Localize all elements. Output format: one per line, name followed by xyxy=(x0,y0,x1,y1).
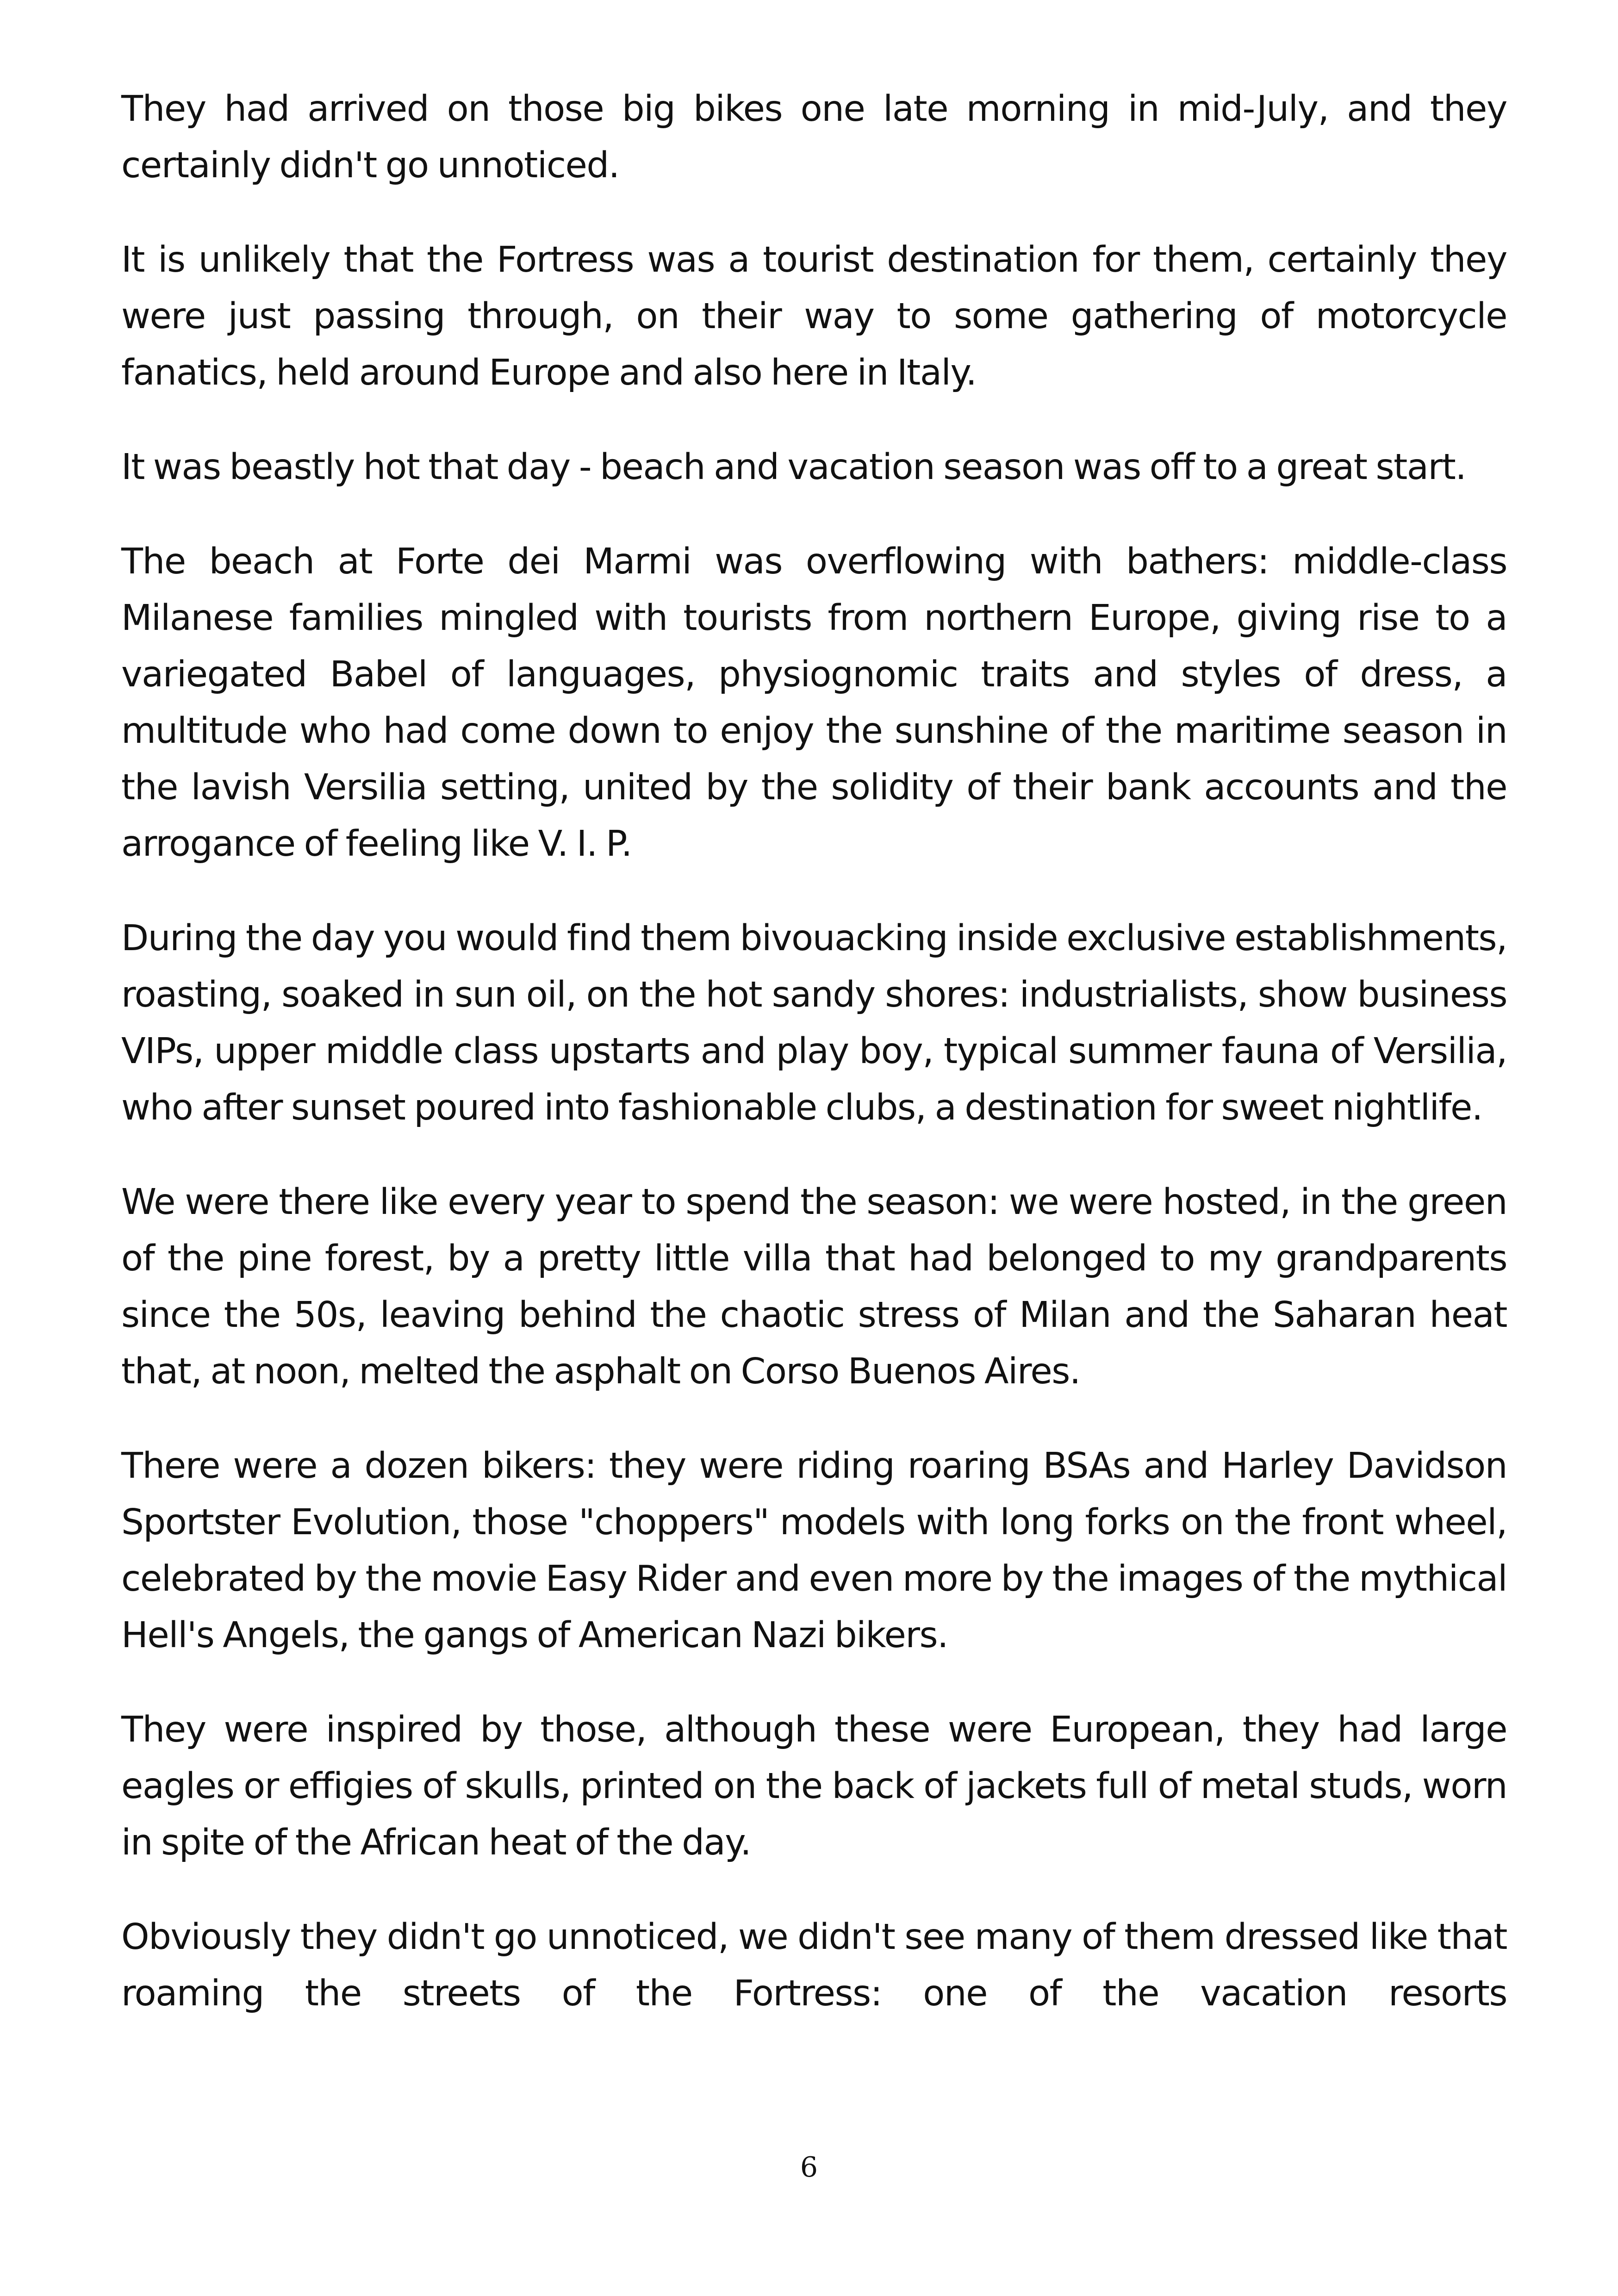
paragraph-3: It was beastly hot that day - beach and vacation season was off to a great start. xyxy=(121,447,1466,488)
paragraph-4: The beach at Forte dei Marmi was overflowing with bathers: middle-class Milanese families mingled with tourists from northern Europe, giving rise to a variegated Babel of languages, physiognomic traits and styles of dress, a multitude who had come down to enjoy the sunshine of the maritime season in the lavish Versilia setting, united by the solidity of their bank accounts and the arrogance of feeling like V. I. P. xyxy=(121,541,1507,865)
paragraph-9: Obviously they didn't go unnoticed, we didn't see many of them dressed like that roaming the streets of the Fortress: one of the vacation resorts xyxy=(121,1916,1507,2014)
page-number: 6 xyxy=(800,2151,818,2184)
paragraph-6: We were there like every year to spend the season: we were hosted, in the green of the pine forest, by a pretty little villa that had belonged to my grandparents since the 50s, leaving behind the chaotic stress of Milan and the Saharan heat that, at noon, melted the asphalt on Corso Buenos Aires. xyxy=(121,1182,1507,1392)
paragraph-2: It is unlikely that the Fortress was a tourist destination for them, certainly they were just passing through, on their way to some gathering of motorcycle fanatics, held around Europe and also here in Italy. xyxy=(121,239,1507,393)
paragraph-1: They had arrived on those big bikes one late morning in mid-July, and they certainly didn't go unnoticed. xyxy=(121,88,1507,186)
body-text xyxy=(121,81,1507,2022)
paragraph-5: During the day you would find them bivouacking inside exclusive establishments, roasting, soaked in sun oil, on the hot sandy shores: industrialists, show business VIPs, upper middle class upstarts and play boy, typical summer fauna of Versilia, who after sunset poured into fashionable clubs, a destination for sweet nightlife. xyxy=(121,918,1507,1128)
paragraph-8: They were inspired by those, although these were European, they had large eagles or effigies of skulls, printed on the back of jackets full of metal studs, worn in spite of the African heat of the day. xyxy=(121,1709,1507,1863)
paragraph-7: There were a dozen bikers: they were riding roaring BSAs and Harley Davidson Sportster Evolution, those "choppers" models with long forks on the front wheel, celebrated by the movie Easy Rider and even more by the images of the mythical Hell's Angels, the gangs of American Nazi bikers. xyxy=(121,1445,1507,1656)
